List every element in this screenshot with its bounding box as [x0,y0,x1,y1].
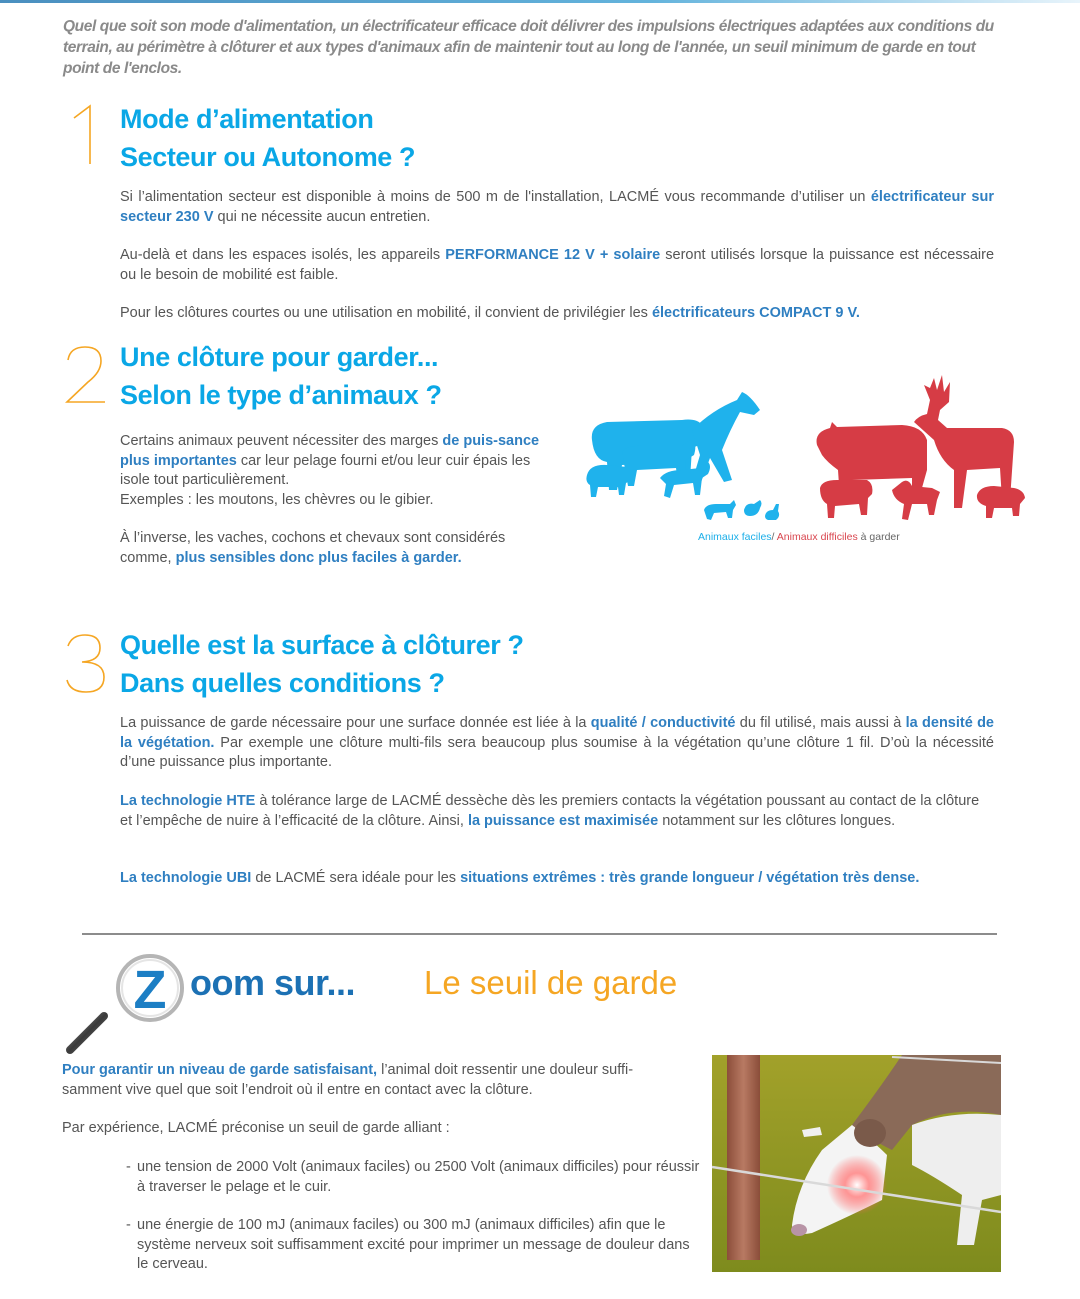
section-1-paragraph-2: Au-delà et dans les espaces isolés, les appareils PERFORMANCE 12 V + solaire seront utilisés lorsque la puissance est nécessaire ou le besoin de mobilité est faible. [120,247,995,283]
intro-paragraph: Quel que soit son mode d'alimentation, un électrificateur efficace doit délivrer des impulsions électriques adaptées aux conditions du terrain, au périmètre à clôturer et aux types d'animaux afin de maintenir tout au long de l'année, un seuil minimum de garde en tout point de l'enclos. [63,18,994,77]
section-2-paragraph-1: Certains animaux peuvent nécessiter des marges de puis-sance plus importantes car leur pelage fourni et/ou leur cuir épais les isole tout particulièrement. Exemples : les moutons, les chèvres ou le gibier. [120,433,540,508]
section-1-paragraph-3: Pour les clôtures courtes ou une utilisation en mobilité, il convient de privilégier les électrificateurs COMPACT 9 V. [120,305,860,321]
zoom-logo-letter: Z [133,960,167,1020]
magnifier-lens-icon [108,950,198,1030]
number-one-glyph [66,104,102,166]
section-2-title-line2: Selon le type d’animaux ? [120,380,442,410]
highlight-garantir: Pour garantir un niveau de garde satisfaisant, [62,1062,378,1078]
animals-caption: Animaux faciles/ Animaux difficiles à garder [698,531,900,543]
highlight-electrificateur-secteur: électrificateur sur secteur 230 V [120,189,994,225]
section-1-title-line1: Mode d’alimentation [120,104,374,134]
easy-animals-group [586,392,779,520]
top-accent-bar [0,0,1080,3]
number-two-glyph [64,344,108,406]
highlight-ubi: La technologie UBI [120,870,252,886]
section-3-title-line1: Quelle est la surface à clôturer ? [120,630,524,660]
caption-easy-animals: Animaux faciles [698,531,772,543]
section-1-heading [120,100,415,176]
bullet-item-tension: - une tension de 2000 Volt (animaux faciles) ou 2500 Volt (animaux difficiles) pour réussir à traverser le pelage et le cuir. [126,1159,700,1195]
bullet-item-energie: - une énergie de 100 mJ (animaux faciles) ou 300 mJ (animaux difficiles) afin que le système nerveux soit suffisamment excité pour imprimer un message de douleur dans le cerveau. [126,1217,690,1272]
highlight-compact: électrificateurs COMPACT 9 V. [651,305,860,321]
number-three-glyph [64,632,108,694]
section-3-paragraph-1: La puissance de garde nécessaire pour une surface donnée est liée à la qualité / conductivité du fil utilisé, mais aussi à la densité de la végétation. Par exemple une clôture multi-fils sera beaucoup plus soumise à la végétation qu’une clôture 1 fil. D’où la nécessité d’une puissance plus importante. [120,715,994,770]
highlight-plus-sensibles: plus sensibles donc plus faciles à garder. [175,549,462,566]
highlight-puissance-maximisee: la puissance est maximisée [467,812,659,829]
section-3-title-line2: Dans quelles conditions ? [120,668,445,698]
section-2-heading [120,338,442,414]
section-3-heading [120,626,524,702]
highlight-qualite: qualité / conductivité [590,715,736,731]
section-2-paragraph-2: À l’inverse, les vaches, cochons et chevaux sont considérés comme, plus sensibles donc plus faciles à garder. [120,530,506,566]
section-divider [82,933,997,935]
animals-silhouettes-illustration [582,370,1032,525]
section-number-1 [66,104,102,175]
caption-hard-animals: Animaux difficiles [776,531,858,543]
section-number-2 [64,344,108,415]
zoom-title: oom sur... [190,962,356,1003]
hard-animals-group [817,375,1025,520]
highlight-hte: La technologie HTE [120,793,256,809]
highlight-performance: PERFORMANCE 12 V + solaire [445,247,661,263]
section-3-paragraph-3: La technologie UBI de LACMÉ sera idéale pour les situations extrêmes : très grande longueur / végétation très dense. [120,870,920,886]
cow-fence-illustration [712,1055,1001,1272]
section-number-3 [64,632,108,703]
highlight-puissance: de puis-sance plus importantes [120,433,540,469]
section-3-paragraph-2: La technologie HTE à tolérance large de LACMÉ dessèche dès les premiers contacts la végétation poussant au contact de la clôture et l’empêche de nuire à l’efficacité de la clôture. Ainsi, la puissance est maximisée notamment sur les clôtures longues. [120,793,980,829]
zoom-subtitle: Le seuil de garde [424,964,678,1001]
zoom-paragraph-1: Pour garantir un niveau de garde satisfaisant, l’animal doit ressentir une douleur suffi-samment vive quel que soit l’endroit où il entre en contact avec la clôture. [62,1062,634,1098]
section-2-title-line1: Une clôture pour garder... [120,342,439,372]
zoom-paragraph-2: Par expérience, LACMÉ préconise un seuil de garde alliant : [62,1120,450,1136]
highlight-densite: la densité de la végétation. [120,715,994,751]
highlight-situations-extremes: situations extrêmes : très grande longueur / végétation très dense. [460,870,920,886]
section-1-paragraph-1: Si l’alimentation secteur est disponible à moins de 500 m de l'installation, LACMÉ vous recommande d’utiliser un électrificateur sur secteur 230 V qui ne nécessite aucun entretien. [120,189,994,225]
section-1-title-line2: Secteur ou Autonome ? [120,142,416,172]
